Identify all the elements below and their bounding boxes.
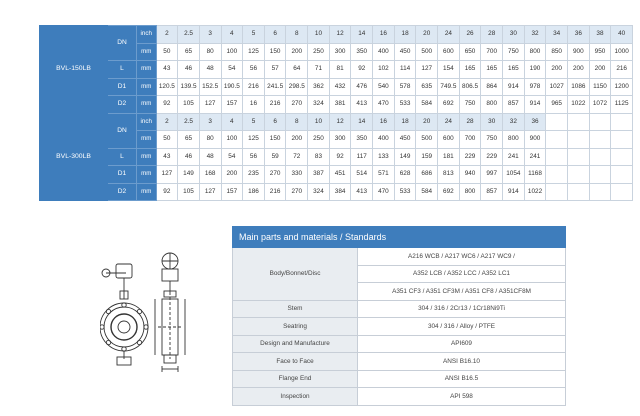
dimension-cell: 965 xyxy=(546,96,568,114)
dimension-cell: 270 xyxy=(286,183,308,201)
dimension-cell: 216 xyxy=(243,78,265,96)
dimension-cell xyxy=(546,148,568,166)
dimension-cell: 384 xyxy=(329,183,351,201)
dimension-cell: 362 xyxy=(308,78,330,96)
dimension-cell xyxy=(568,183,590,201)
dimension-cell: 64 xyxy=(286,61,308,79)
dimension-cell: 48 xyxy=(199,148,221,166)
dimension-cell xyxy=(611,183,633,201)
dimension-cell xyxy=(568,166,590,184)
dimension-cell: 250 xyxy=(308,131,330,149)
parameter-code: L xyxy=(108,148,137,166)
dimension-cell: 43 xyxy=(156,61,178,79)
dimension-cell: 578 xyxy=(394,78,416,96)
dimension-cell: 34 xyxy=(546,26,568,44)
dimension-cell: 24 xyxy=(438,113,460,131)
unit-label: mm xyxy=(136,183,156,201)
dimension-cell: 150 xyxy=(264,131,286,149)
dimension-cell: 80 xyxy=(199,131,221,149)
dimension-cell: 298.5 xyxy=(286,78,308,96)
dimension-cell: 635 xyxy=(416,78,438,96)
unit-label: mm xyxy=(136,166,156,184)
dimension-cell: 1027 xyxy=(546,78,568,96)
dimension-cell: 200 xyxy=(568,61,590,79)
dimension-cell: 1125 xyxy=(611,96,633,114)
dimension-row xyxy=(40,96,633,114)
dimension-cell: 300 xyxy=(329,43,351,61)
dimension-cell: 92 xyxy=(156,96,178,114)
dimension-cell xyxy=(568,113,590,131)
dimension-cell: 3 xyxy=(199,26,221,44)
dimension-cell: 10 xyxy=(308,113,330,131)
dimension-cell: 92 xyxy=(156,183,178,201)
dimension-cell: 1022 xyxy=(568,96,590,114)
dimension-cell: 125 xyxy=(243,131,265,149)
dimension-cell: 16 xyxy=(243,96,265,114)
dimension-cell: 750 xyxy=(503,43,525,61)
dimension-cell: 92 xyxy=(329,148,351,166)
standard-value: ANSI B16.10 xyxy=(358,353,566,371)
dimension-cell: 125 xyxy=(243,43,265,61)
material-value: 304 / 316 / 2Cr13 / 1Cr18Ni9Ti xyxy=(358,300,566,318)
dimension-cell: 650 xyxy=(459,43,481,61)
dimension-cell xyxy=(546,131,568,149)
dimension-cell: 8 xyxy=(286,113,308,131)
dimension-cell: 65 xyxy=(178,131,200,149)
dimension-cell: 14 xyxy=(351,26,373,44)
dimension-cell: 28 xyxy=(481,26,503,44)
dimension-cell xyxy=(611,131,633,149)
dimension-cell: 56 xyxy=(243,148,265,166)
dimension-cell: 127 xyxy=(416,61,438,79)
dimension-cell: 241 xyxy=(524,148,546,166)
dimension-cell: 450 xyxy=(394,43,416,61)
dimension-cell: 18 xyxy=(394,113,416,131)
dimension-cell: 120.5 xyxy=(156,78,178,96)
dimension-cell: 1086 xyxy=(568,78,590,96)
dimension-cell: 72 xyxy=(286,148,308,166)
model-label: BVL-150LB xyxy=(40,26,108,114)
dimension-cell xyxy=(589,166,611,184)
dimension-cell: 700 xyxy=(459,131,481,149)
dimension-cell: 2.5 xyxy=(178,26,200,44)
dimension-cell: 914 xyxy=(503,78,525,96)
dimension-cell: 40 xyxy=(611,26,633,44)
dimension-cell: 324 xyxy=(308,183,330,201)
dimension-cell: 216 xyxy=(264,183,286,201)
dimension-cell: 165 xyxy=(503,61,525,79)
dimension-cell: 83 xyxy=(308,148,330,166)
dimension-cell: 46 xyxy=(178,148,200,166)
dimension-cell: 800 xyxy=(481,96,503,114)
dimension-cell: 750 xyxy=(481,131,503,149)
dimension-table xyxy=(39,25,633,201)
unit-label: inch xyxy=(136,26,156,44)
dimension-cell: 914 xyxy=(503,183,525,201)
dimension-cell: 10 xyxy=(308,26,330,44)
dimension-cell: 216 xyxy=(264,96,286,114)
dimension-cell: 470 xyxy=(373,183,395,201)
dimension-cell: 400 xyxy=(373,131,395,149)
dimension-cell: 50 xyxy=(156,43,178,61)
dimension-cell: 200 xyxy=(286,131,308,149)
dimension-cell: 139.5 xyxy=(178,78,200,96)
dimension-cell: 300 xyxy=(329,131,351,149)
dimension-cell: 432 xyxy=(329,78,351,96)
dimension-cell: 451 xyxy=(329,166,351,184)
dimension-cell: 857 xyxy=(503,96,525,114)
dimension-cell: 600 xyxy=(438,43,460,61)
dimension-cell: 229 xyxy=(481,148,503,166)
dimension-cell: 4 xyxy=(221,26,243,44)
dimension-cell xyxy=(568,131,590,149)
dimension-cell: 165 xyxy=(459,61,481,79)
dimension-cell: 190 xyxy=(524,61,546,79)
dimension-cell: 16 xyxy=(373,113,395,131)
dimension-cell: 186 xyxy=(243,183,265,201)
dimension-cell: 102 xyxy=(373,61,395,79)
dimension-cell: 57 xyxy=(264,61,286,79)
dimension-cell: 165 xyxy=(481,61,503,79)
dimension-cell: 413 xyxy=(351,96,373,114)
dimension-row xyxy=(40,166,633,184)
dimension-cell: 324 xyxy=(308,96,330,114)
dimension-row xyxy=(40,61,633,79)
dimension-cell: 229 xyxy=(459,148,481,166)
dimension-cell: 127 xyxy=(199,183,221,201)
dimension-cell: 100 xyxy=(221,43,243,61)
dimension-cell: 26 xyxy=(459,26,481,44)
dimension-cell: 533 xyxy=(394,96,416,114)
dimension-cell: 800 xyxy=(524,43,546,61)
dimension-cell: 114 xyxy=(394,61,416,79)
dimension-cell: 152.5 xyxy=(199,78,221,96)
dimension-row xyxy=(40,113,633,131)
dimension-cell: 30 xyxy=(481,113,503,131)
unit-label: mm xyxy=(136,131,156,149)
dimension-cell: 16 xyxy=(373,26,395,44)
dimension-cell xyxy=(611,113,633,131)
dimension-cell: 997 xyxy=(481,166,503,184)
dimension-cell: 8 xyxy=(286,26,308,44)
dimension-cell: 900 xyxy=(524,131,546,149)
dimension-cell: 2 xyxy=(156,26,178,44)
dimension-cell: 50 xyxy=(156,131,178,149)
dimension-cell: 54 xyxy=(221,61,243,79)
unit-label: mm xyxy=(136,43,156,61)
dimension-cell: 81 xyxy=(329,61,351,79)
dimension-cell: 105 xyxy=(178,183,200,201)
dimension-cell: 65 xyxy=(178,43,200,61)
parameter-code: DN xyxy=(108,113,137,148)
dimension-cell: 200 xyxy=(286,43,308,61)
standard-label: Face to Face xyxy=(233,353,358,371)
dimension-cell: 533 xyxy=(394,183,416,201)
dimension-cell: 800 xyxy=(503,131,525,149)
dimension-cell: 330 xyxy=(286,166,308,184)
dimension-cell: 940 xyxy=(459,166,481,184)
dimension-cell: 350 xyxy=(351,131,373,149)
dimension-cell: 628 xyxy=(394,166,416,184)
dimension-cell: 2.5 xyxy=(178,113,200,131)
dimension-cell: 54 xyxy=(221,148,243,166)
valve-front-view xyxy=(100,264,148,365)
dimension-cell: 600 xyxy=(438,131,460,149)
dimension-cell: 181 xyxy=(438,148,460,166)
dimension-cell: 80 xyxy=(199,43,221,61)
dimension-cell: 32 xyxy=(503,113,525,131)
material-label: Stem xyxy=(233,300,358,318)
dimension-cell: 514 xyxy=(351,166,373,184)
dimension-cell: 749.5 xyxy=(438,78,460,96)
material-value: A352 LCB / A352 LCC / A352 LC1 xyxy=(358,265,566,283)
dimension-cell: 56 xyxy=(243,61,265,79)
dimension-cell: 571 xyxy=(373,166,395,184)
dimension-cell: 200 xyxy=(546,61,568,79)
dimension-cell: 241 xyxy=(503,148,525,166)
dimension-cell: 12 xyxy=(329,26,351,44)
unit-label: mm xyxy=(136,96,156,114)
dimension-cell: 36 xyxy=(524,113,546,131)
materials-table xyxy=(232,226,566,406)
dimension-cell: 127 xyxy=(156,166,178,184)
dimension-cell: 1150 xyxy=(589,78,611,96)
standard-value: ANSI B16.5 xyxy=(358,370,566,388)
dimension-cell: 5 xyxy=(243,26,265,44)
material-value: A351 CF3 / A351 CF3M / A351 CF8 / A351CF8M xyxy=(358,283,566,301)
dimension-cell: 850 xyxy=(546,43,568,61)
dimension-cell: 2 xyxy=(156,113,178,131)
dimension-cell: 381 xyxy=(329,96,351,114)
dimension-cell: 1000 xyxy=(611,43,633,61)
dimension-cell xyxy=(546,166,568,184)
material-label: Seatring xyxy=(233,318,358,336)
dimension-cell: 190.5 xyxy=(221,78,243,96)
dimension-cell: 24 xyxy=(438,26,460,44)
standard-value: API609 xyxy=(358,335,566,353)
dimension-cell: 864 xyxy=(481,78,503,96)
dimension-cell: 270 xyxy=(286,96,308,114)
dimension-cell: 686 xyxy=(416,166,438,184)
dimension-cell: 216 xyxy=(611,61,633,79)
dimension-cell: 413 xyxy=(351,183,373,201)
dimension-cell: 1168 xyxy=(524,166,546,184)
dimension-cell: 100 xyxy=(221,131,243,149)
parameter-code: D2 xyxy=(108,96,137,114)
dimension-cell: 750 xyxy=(459,96,481,114)
materials-title: Main parts and materials / Standards xyxy=(233,227,566,248)
dimension-cell: 36 xyxy=(568,26,590,44)
dimension-cell: 6 xyxy=(264,113,286,131)
parameter-code: D1 xyxy=(108,166,137,184)
unit-label: mm xyxy=(136,78,156,96)
dimension-cell: 159 xyxy=(416,148,438,166)
unit-label: mm xyxy=(136,148,156,166)
parameter-code: DN xyxy=(108,26,137,61)
dimension-cell xyxy=(611,166,633,184)
dimension-cell: 1200 xyxy=(611,78,633,96)
dimension-cell xyxy=(589,183,611,201)
dimension-cell: 149 xyxy=(394,148,416,166)
material-value: A216 WCB / A217 WC6 / A217 WC9 / xyxy=(358,248,566,266)
dimension-cell: 14 xyxy=(351,113,373,131)
valve-drawing xyxy=(100,251,208,385)
dimension-cell: 38 xyxy=(589,26,611,44)
dimension-cell: 43 xyxy=(156,148,178,166)
dimension-cell: 470 xyxy=(373,96,395,114)
dimension-cell: 500 xyxy=(416,131,438,149)
standard-label: Design and Manufacture xyxy=(233,335,358,353)
dimension-cell xyxy=(611,148,633,166)
material-value: 304 / 316 / Alloy / PTFE xyxy=(358,318,566,336)
dimension-row xyxy=(40,183,633,201)
parameter-code: D1 xyxy=(108,78,137,96)
dimension-cell: 168 xyxy=(199,166,221,184)
dimension-cell: 3 xyxy=(199,113,221,131)
dimension-cell xyxy=(589,131,611,149)
dimension-cell: 200 xyxy=(589,61,611,79)
dimension-cell: 154 xyxy=(438,61,460,79)
parameter-code: D2 xyxy=(108,183,137,201)
dimension-cell: 400 xyxy=(373,43,395,61)
dimension-cell: 235 xyxy=(243,166,265,184)
dimension-cell: 692 xyxy=(438,96,460,114)
dimension-cell: 540 xyxy=(373,78,395,96)
dimension-cell: 48 xyxy=(199,61,221,79)
dimension-cell: 149 xyxy=(178,166,200,184)
dimension-cell: 117 xyxy=(351,148,373,166)
dimension-cell: 18 xyxy=(394,26,416,44)
dimension-cell: 20 xyxy=(416,26,438,44)
dimension-cell: 978 xyxy=(524,78,546,96)
dimension-cell: 59 xyxy=(264,148,286,166)
dimension-cell xyxy=(546,183,568,201)
dimension-cell: 692 xyxy=(438,183,460,201)
dimension-cell: 20 xyxy=(416,113,438,131)
dimension-cell: 6 xyxy=(264,26,286,44)
dimension-row xyxy=(40,148,633,166)
dimension-cell xyxy=(589,148,611,166)
standard-value: API 598 xyxy=(358,388,566,406)
dimension-cell xyxy=(568,148,590,166)
dimension-cell: 250 xyxy=(308,43,330,61)
dimension-cell: 387 xyxy=(308,166,330,184)
dimension-row xyxy=(40,26,633,44)
dimension-cell: 584 xyxy=(416,96,438,114)
material-label: Body/Bonnet/Disc xyxy=(233,248,358,301)
valve-side-view xyxy=(155,253,185,372)
model-label: BVL-300LB xyxy=(40,113,108,201)
dimension-cell: 32 xyxy=(524,26,546,44)
dimension-cell: 800 xyxy=(459,183,481,201)
dimension-cell: 914 xyxy=(524,96,546,114)
dimension-cell: 270 xyxy=(264,166,286,184)
dimension-cell: 12 xyxy=(329,113,351,131)
parameter-code: L xyxy=(108,61,137,79)
dimension-cell: 584 xyxy=(416,183,438,201)
dimension-cell: 1054 xyxy=(503,166,525,184)
dimension-cell: 813 xyxy=(438,166,460,184)
dimension-cell xyxy=(546,113,568,131)
dimension-cell: 1072 xyxy=(589,96,611,114)
dimension-cell: 450 xyxy=(394,131,416,149)
dimension-cell: 71 xyxy=(308,61,330,79)
standard-label: Flange End xyxy=(233,370,358,388)
dimension-cell: 900 xyxy=(568,43,590,61)
dimension-cell: 476 xyxy=(351,78,373,96)
standard-label: Inspection xyxy=(233,388,358,406)
dimension-cell: 105 xyxy=(178,96,200,114)
unit-label: mm xyxy=(136,61,156,79)
dimension-cell: 500 xyxy=(416,43,438,61)
dimension-cell: 46 xyxy=(178,61,200,79)
dimension-cell: 157 xyxy=(221,96,243,114)
unit-label: inch xyxy=(136,113,156,131)
dimension-cell: 133 xyxy=(373,148,395,166)
dimension-cell: 30 xyxy=(503,26,525,44)
dimension-cell xyxy=(589,113,611,131)
dimension-cell: 350 xyxy=(351,43,373,61)
dimension-cell: 806.5 xyxy=(459,78,481,96)
dimension-cell: 4 xyxy=(221,113,243,131)
dimension-cell: 857 xyxy=(481,183,503,201)
dimension-row xyxy=(40,78,633,96)
dimension-cell: 950 xyxy=(589,43,611,61)
dimension-cell: 241.5 xyxy=(264,78,286,96)
dimension-cell: 1022 xyxy=(524,183,546,201)
dimension-cell: 157 xyxy=(221,183,243,201)
dimension-cell: 700 xyxy=(481,43,503,61)
dimension-cell: 127 xyxy=(199,96,221,114)
dimension-cell: 200 xyxy=(221,166,243,184)
dimension-cell: 5 xyxy=(243,113,265,131)
dimension-cell: 150 xyxy=(264,43,286,61)
dimension-cell: 92 xyxy=(351,61,373,79)
dimension-cell: 28 xyxy=(459,113,481,131)
